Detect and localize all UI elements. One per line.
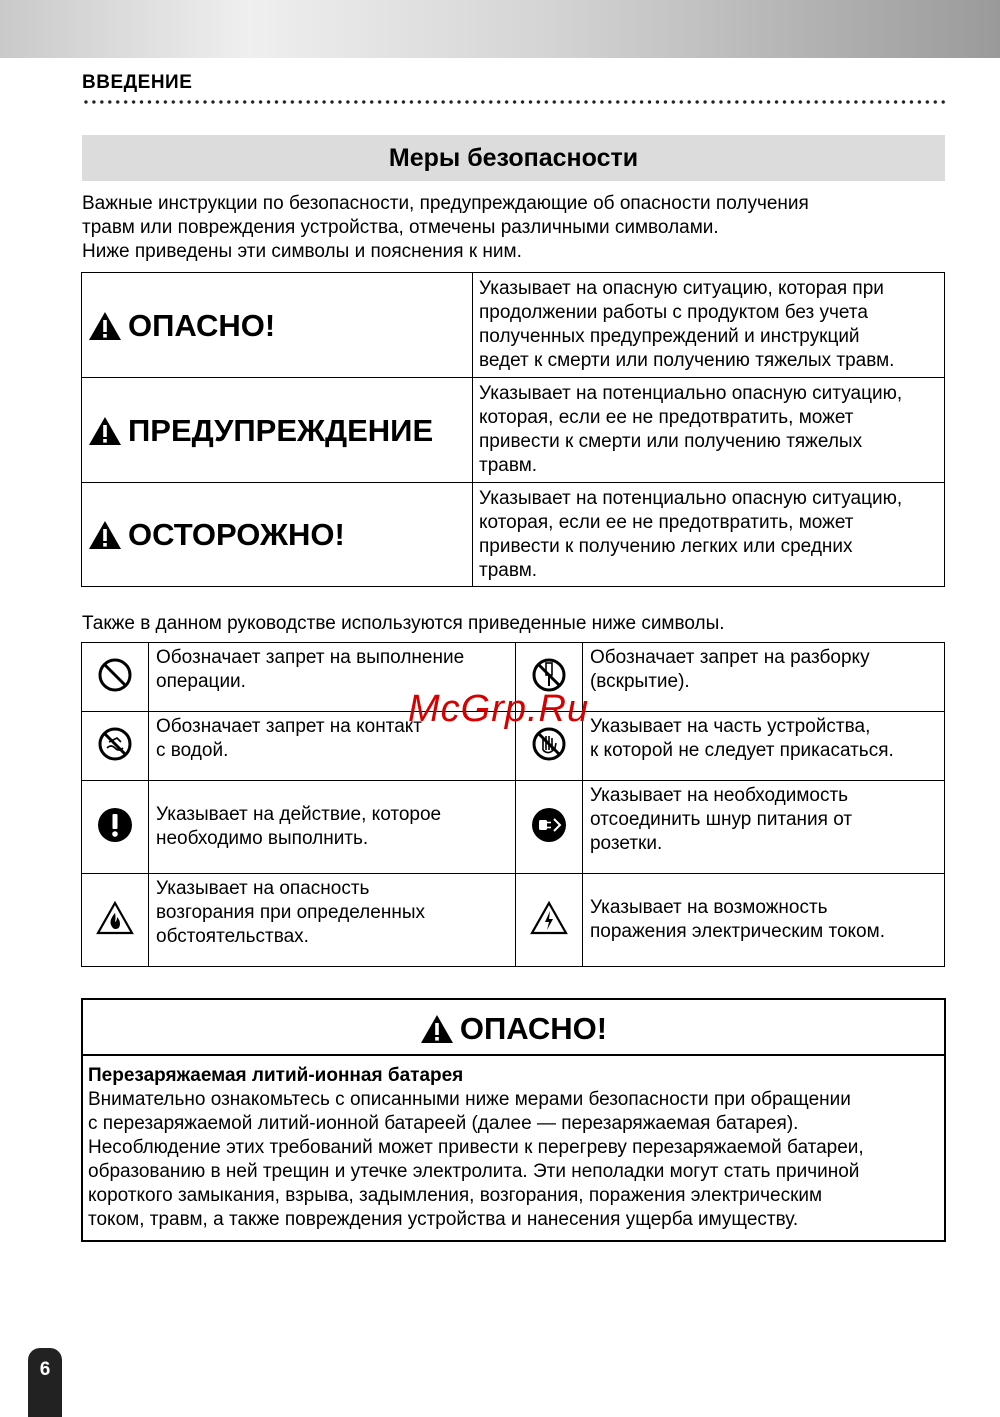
symbol-row (82, 874, 945, 967)
signal-label: ОПАСНО! (82, 273, 473, 378)
page-title: Меры безопасности (82, 135, 945, 181)
symbols-intro-text: Также в данном руководстве используются приведенные ниже символы. (82, 613, 725, 634)
symbol-description: Указывает на необходимость отсоединить шнур питания от розетки. (582, 781, 944, 874)
warning-triangle-icon (88, 416, 122, 446)
signal-row-warning (82, 378, 945, 483)
section-title: ВВЕДЕНИЕ (82, 72, 193, 93)
battery-subtitle: Перезаряжаемая литий-ионная батарея (88, 1065, 464, 1086)
warning-triangle-icon (88, 311, 122, 341)
fire-hazard-icon (82, 874, 149, 967)
warning-triangle-icon (88, 520, 122, 550)
top-banner (0, 0, 1000, 58)
signal-label: ОСТОРОЖНО! (82, 483, 473, 587)
danger-notice-box (81, 998, 946, 1242)
symbol-description: Указывает на часть устройства, к которой не следует прикасаться. (582, 712, 944, 781)
signal-description: Указывает на потенциально опасную ситуацию, которая, если ее не предотвратить, может привести к получению легких или средних травм. (473, 483, 945, 587)
danger-body: Перезаряжаемая литий-ионная батарея Внимательно ознакомьтесь с описанными ниже мерами безопасности при обращении с перезаряжаемой литий-ионной батареей (далее — перезаряжаемая батарея). Несоблюдение этих требований может привести к перегреву перезаряжаемой батареи, образованию в ней трещин и утечке электролита. Эти неполадки могут стать причиной короткого замыкания, взрыва, задымления, возгорания, поражения электрическим током, травм, а также повреждения устройства и нанесения ущерба имуществу. (83, 1056, 944, 1232)
symbol-description: Указывает на возможность поражения электрическим током. (582, 874, 944, 967)
signal-description: Указывает на потенциально опасную ситуацию, которая, если ее не предотвратить, может привести к смерти или получению тяжелых травм. (473, 378, 945, 483)
electric-shock-icon (515, 874, 582, 967)
dotted-divider (82, 99, 948, 105)
prohibition-icon (82, 643, 149, 712)
no-water-icon (82, 712, 149, 781)
danger-heading: ОПАСНО! (83, 1000, 944, 1056)
signal-description: Указывает на опасную ситуацию, которая при продолжении работы с продуктом без учета полученных предупреждений и инструкций ведет к смерти или получению тяжелых травм. (473, 273, 945, 378)
warning-triangle-icon (420, 1014, 454, 1044)
unplug-icon (515, 781, 582, 874)
symbol-description: Обозначает запрет на разборку (вскрытие). (582, 643, 944, 712)
signal-word-table (81, 272, 945, 587)
mandatory-action-icon (82, 781, 149, 874)
signal-row-danger (82, 273, 945, 378)
symbol-description: Обозначает запрет на выполнение операции. (149, 643, 516, 712)
symbol-description: Указывает на опасность возгорания при определенных обстоятельствах. (149, 874, 516, 967)
signal-row-caution (82, 483, 945, 587)
page-number: 6 (28, 1348, 62, 1417)
symbol-description: Обозначает запрет на контакт с водой. (149, 712, 516, 781)
intro-text: Важные инструкции по безопасности, предупреждающие об опасности получения травм или повреждения устройства, отмечены различными символами. Ниже приведены эти символы и пояснения к ним. (82, 193, 809, 262)
symbol-description: Указывает на действие, которое необходимо выполнить. (149, 781, 516, 874)
symbol-row (82, 781, 945, 874)
signal-label: ПРЕДУПРЕЖДЕНИЕ (82, 378, 473, 483)
watermark: McGrp.Ru (408, 688, 590, 730)
